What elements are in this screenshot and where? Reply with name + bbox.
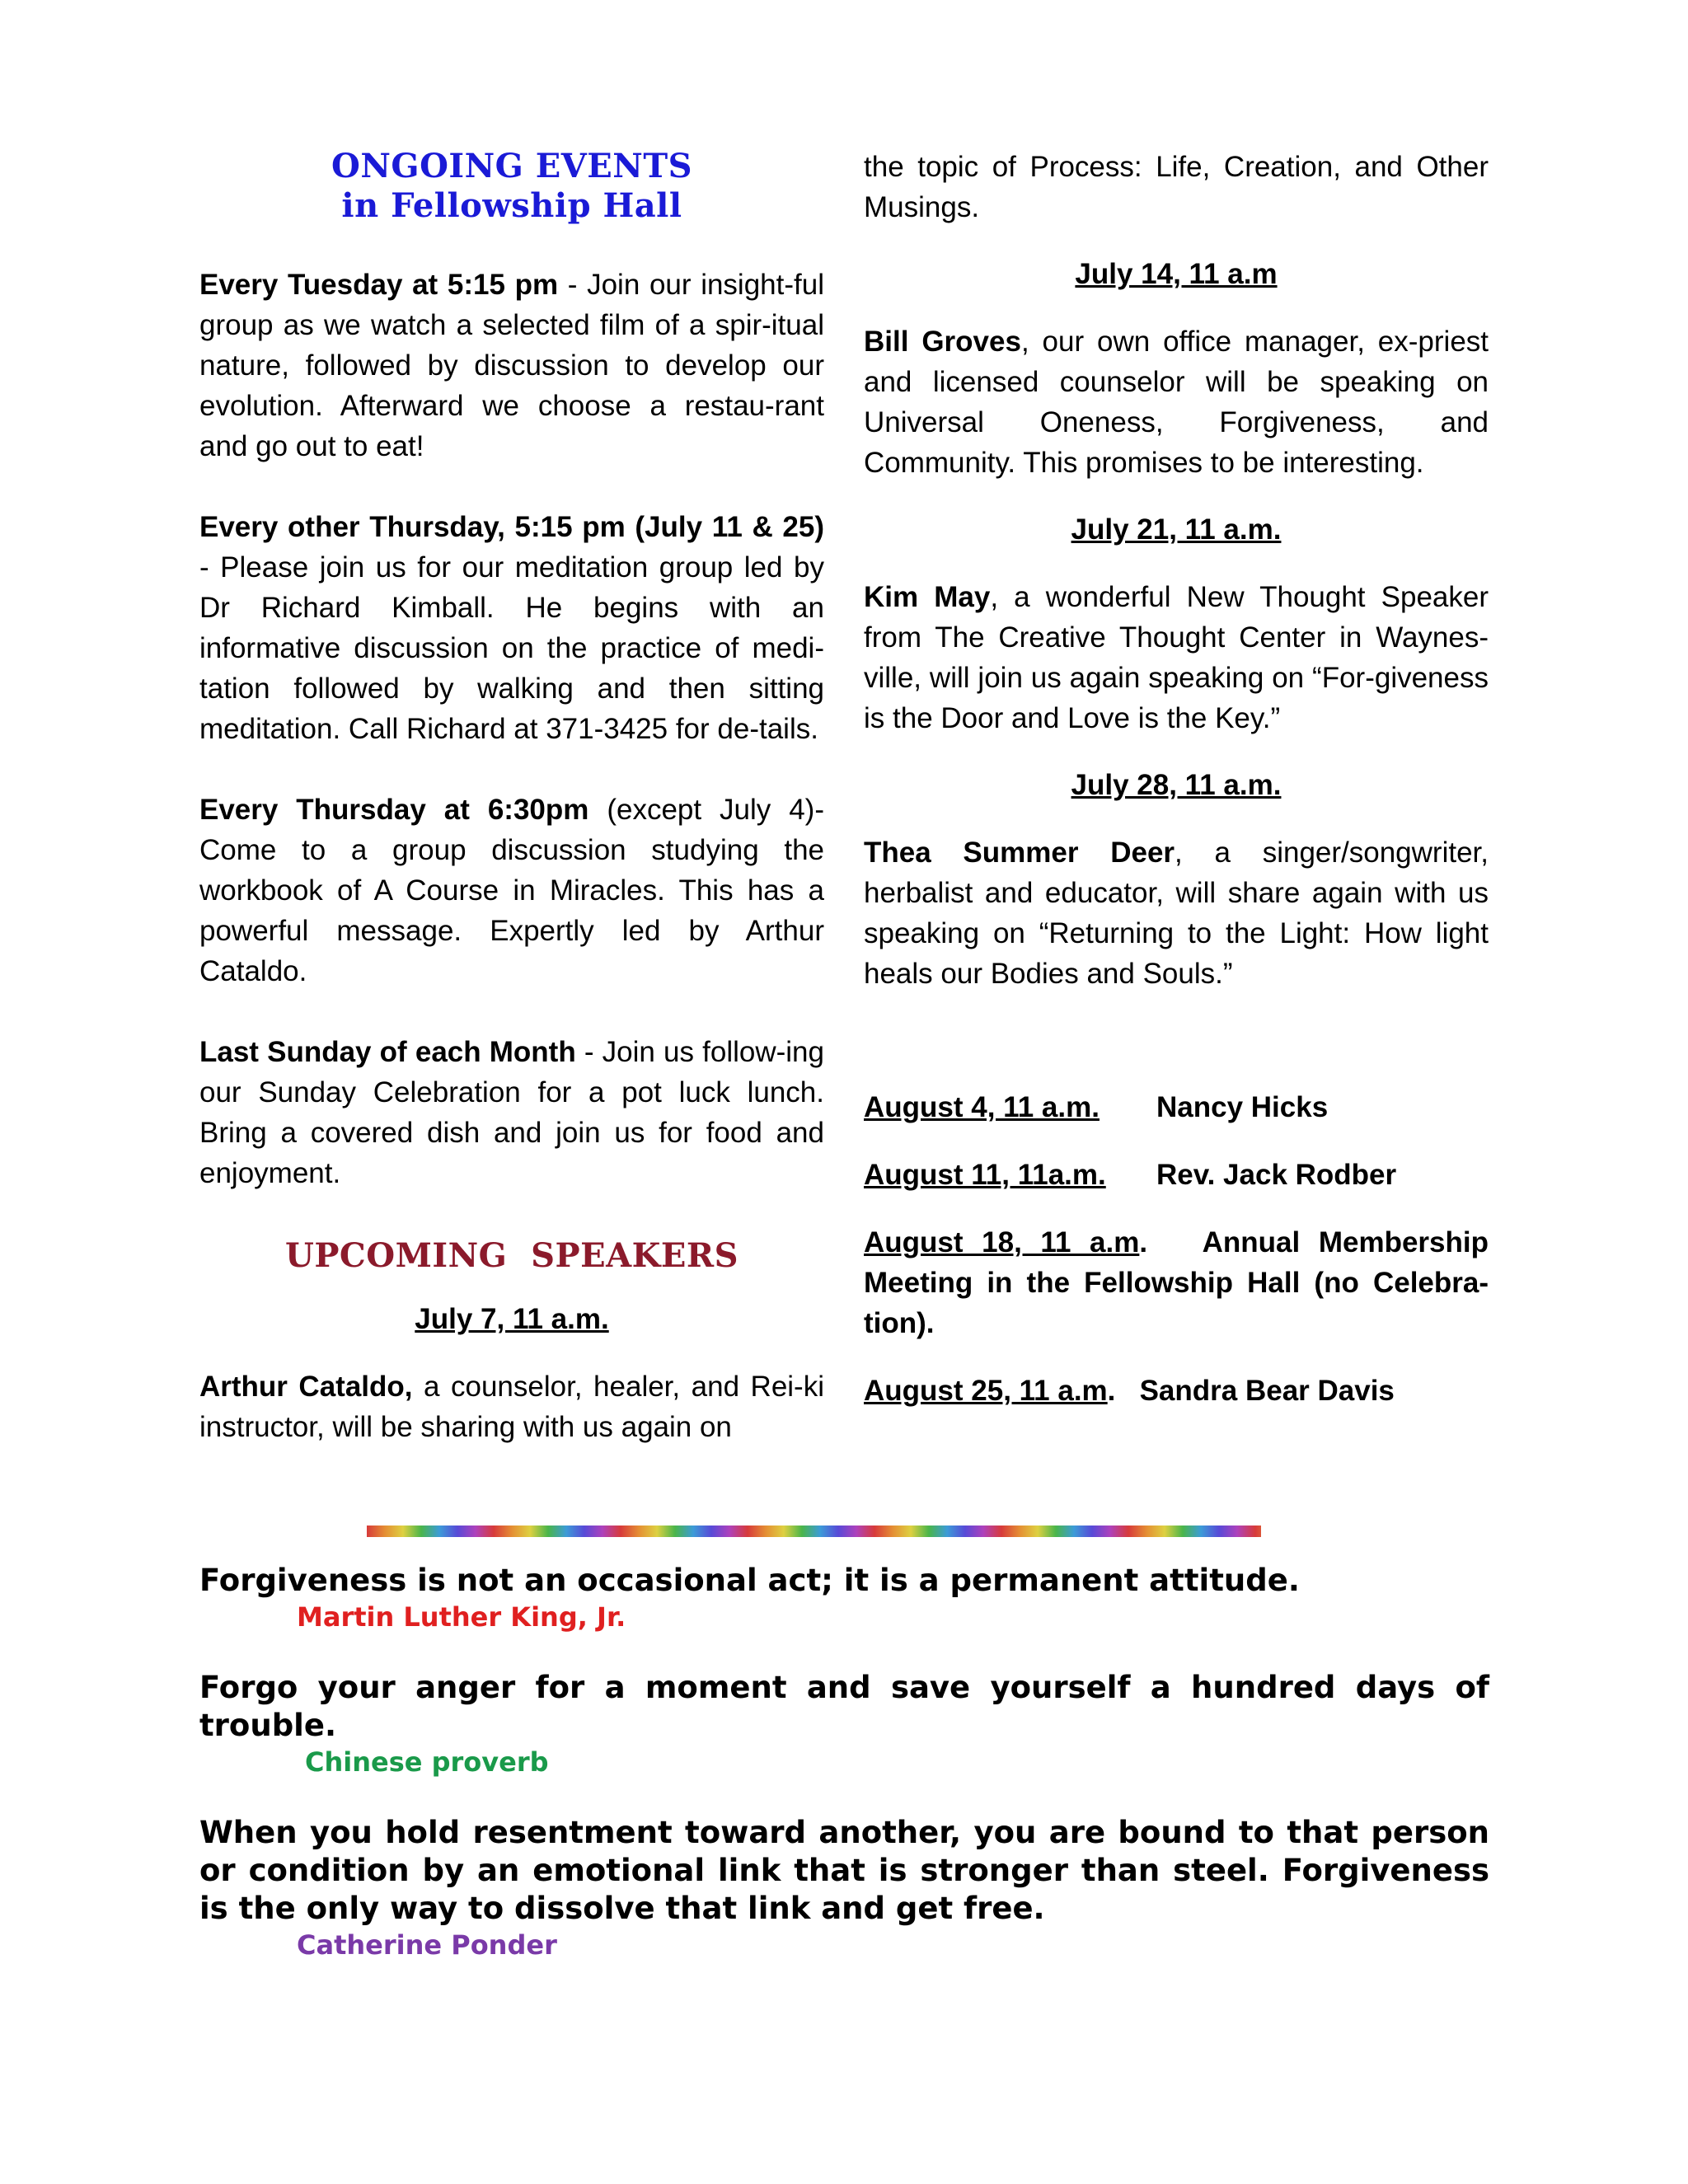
august-event-1 (864, 1087, 1489, 1127)
august-event-1-date: August 4, 11 a.m. (864, 1091, 1100, 1123)
quote-2: Forgo your anger for a moment and save yourself a hundred days of trouble. (199, 1670, 1489, 1743)
speaker-july7-text: a counselor, healer, and Rei-ki instructor, will be sharing with us again on (199, 1371, 824, 1443)
speaker-july21-text: , a wonderful New Thought Speaker from The Creative Thought Center in Waynes-ville, will join us again speaking on “For-giveness is the Door and Love is the Key.” (864, 581, 1489, 734)
july21-date: July 21, 11 a.m. (1071, 513, 1282, 546)
august-event-4 (864, 1371, 1489, 1411)
july14-date: July 14, 11 a.m (1075, 258, 1278, 290)
ongoing-events-title (199, 147, 824, 226)
event-thursday-lead: Every Thursday at 6:30pm (199, 794, 589, 826)
event-other-thursday-lead: Every other Thursday, 5:15 pm (July 11 & 25) (199, 511, 824, 543)
event-last-sunday (199, 1032, 824, 1193)
quote-1-author: Martin Luther King, Jr. (297, 1601, 626, 1633)
ongoing-title-line2: in Fellowship Hall (341, 186, 682, 225)
quote-3: When you hold resentment toward another, you are bound to that person or condition by an emotional link that is stronger than steel. Forgiveness is the only way to dissolve that link and get free. (199, 1815, 1489, 1926)
speaker-july14 (864, 321, 1489, 483)
quote-2-author: Chinese proverb (305, 1746, 549, 1778)
speaker-july14-name: Bill Groves (864, 326, 1021, 358)
august-event-4-date: August 25, 11 a.m (864, 1375, 1108, 1407)
august-event-1-name: Nancy Hicks (1156, 1091, 1329, 1123)
event-thursday (199, 790, 824, 991)
event-tuesday-text: - Join our insight-ful group as we watch a selected film of a spir-itual nature, followed by discussion to develop our evolution. Afterward we choose a restau-rant and go out to eat! (199, 269, 824, 462)
speaker-july28-name: Thea Summer Deer (864, 837, 1175, 869)
rainbow-divider (367, 1526, 1261, 1537)
event-last-sunday-lead: Last Sunday of each Month (199, 1036, 576, 1068)
speaker-july7-name: Arthur Cataldo, (199, 1371, 413, 1403)
august-event-2-name: Rev. Jack Rodber (1156, 1159, 1397, 1191)
left-column (199, 147, 824, 1447)
event-other-thursday (199, 507, 824, 749)
august-event-2 (864, 1155, 1489, 1195)
august-event-3-date: August 18, 11 a.m (864, 1226, 1140, 1258)
august-event-3 (864, 1222, 1497, 1343)
quote-3-author: Catherine Ponder (297, 1929, 557, 1961)
upcoming-speakers-title: UPCOMING SPEAKERS (284, 1236, 739, 1275)
event-tuesday-lead: Every Tuesday at 5:15 pm (199, 269, 559, 301)
right-column (864, 147, 1497, 1411)
speaker-july7-continued: the topic of Process: Life, Creation, and Other Musings. (864, 151, 1489, 223)
speaker-july7 (199, 1366, 824, 1447)
event-last-sunday-text: - Join us follow-ing our Sunday Celebration for a pot luck lunch. Bring a covered dish and join us for food and enjoyment. (199, 1036, 824, 1189)
quote-1: Forgiveness is not an occasional act; it is a permanent attitude. (199, 1563, 1300, 1598)
speaker-july28 (864, 832, 1489, 994)
august-event-4-name: . Sandra Bear Davis (1107, 1375, 1395, 1407)
speaker-july28-text: , a singer/songwriter, herbalist and educator, will share again with us speaking on “Returning to the Light: How light heals our Bodies and Souls.” (864, 837, 1489, 990)
july7-date: July 7, 11 a.m. (415, 1303, 609, 1335)
quotes-section (199, 1562, 1489, 1962)
event-other-thursday-text: - Please join us for our meditation group led by Dr Richard Kimball. He begins with an informative discussion on the practice of medi-tation followed by walking and then sitting meditation. Call Richard at 371-3425 for de-tails. (199, 551, 824, 745)
event-tuesday (199, 265, 824, 466)
ongoing-title-line1: ONGOING EVENTS (331, 147, 692, 185)
august-event-2-date: August 11, 11a.m. (864, 1159, 1106, 1191)
speaker-july21-name: Kim May (864, 581, 991, 613)
speaker-july21 (864, 577, 1489, 738)
july28-date: July 28, 11 a.m. (1071, 769, 1282, 801)
august-event-3-name: . Annual Membership Meeting in the Fellowship Hall (no Celebra-tion). (864, 1226, 1497, 1339)
speaker-july14-text: , our own office manager, ex-priest and licensed counselor will be speaking on Universal Oneness, Forgiveness, and Community. This promises to be interesting. (864, 326, 1489, 479)
event-thursday-text: (except July 4)- Come to a group discussion studying the workbook of A Course in Miracles. This has a powerful message. Expertly led by Arthur Cataldo. (199, 794, 824, 987)
